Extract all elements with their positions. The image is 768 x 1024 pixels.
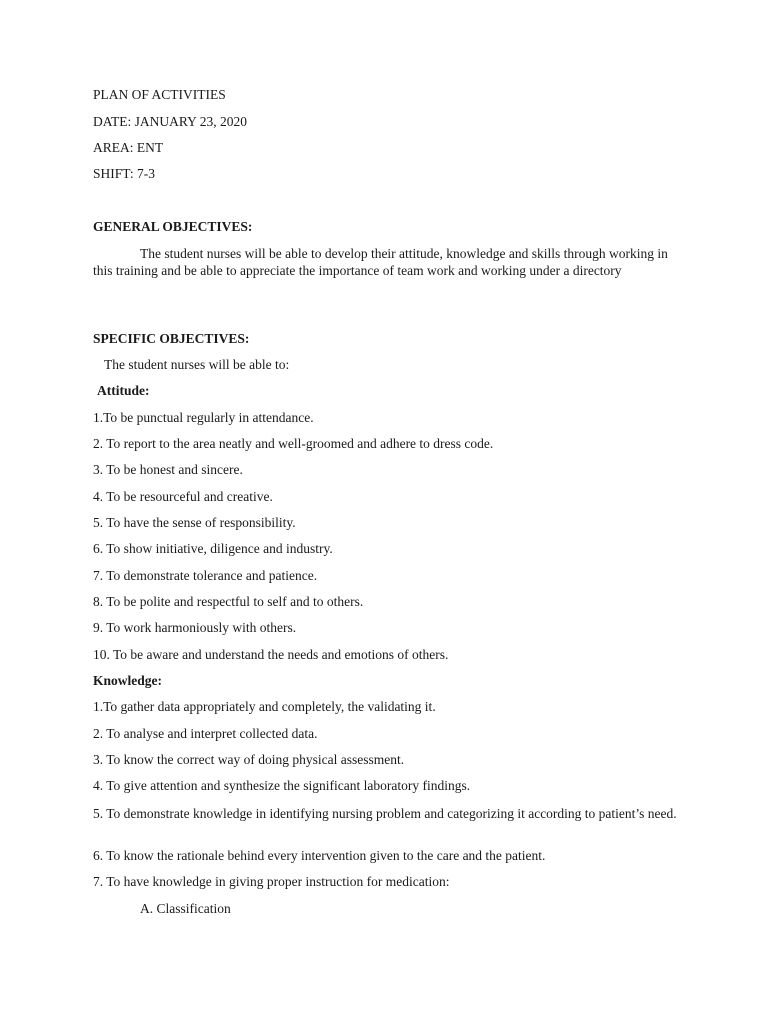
specific-objectives-heading: SPECIFIC OBJECTIVES: bbox=[93, 331, 250, 346]
attitude-item: 3. To be honest and sincere. bbox=[93, 462, 243, 477]
attitude-item: 10. To be aware and understand the needs and emotions of others. bbox=[93, 647, 449, 662]
attitude-item: 8. To be polite and respectful to self and to others. bbox=[93, 594, 364, 609]
plan-title: PLAN OF ACTIVITIES bbox=[93, 87, 226, 102]
date-line: DATE: JANUARY 23, 2020 bbox=[93, 114, 248, 129]
general-objectives-text: The student nurses will be able to develop their attitude, knowledge and skills through working in this training and be able to appreciate the importance of team work and working under a directory bbox=[93, 246, 668, 278]
attitude-item: 5. To have the sense of responsibility. bbox=[93, 515, 296, 530]
knowledge-item: 7. To have knowledge in giving proper instruction for medication: bbox=[93, 874, 450, 889]
knowledge-item: 2. To analyse and interpret collected data. bbox=[93, 726, 318, 741]
attitude-item: 2. To report to the area neatly and well-groomed and adhere to dress code. bbox=[93, 436, 494, 451]
knowledge-item: 5. To demonstrate knowledge in identifying nursing problem and categorizing it according to patient’s need. bbox=[93, 806, 677, 821]
attitude-item: 9. To work harmoniously with others. bbox=[93, 620, 297, 635]
knowledge-item: 3. To know the correct way of doing physical assessment. bbox=[93, 752, 405, 767]
attitude-item: 6. To show initiative, diligence and industry. bbox=[93, 541, 333, 556]
attitude-item: 7. To demonstrate tolerance and patience. bbox=[93, 568, 318, 583]
attitude-heading: Attitude: bbox=[97, 383, 150, 398]
shift-line: SHIFT: 7-3 bbox=[93, 166, 155, 181]
attitude-item: 4. To be resourceful and creative. bbox=[93, 489, 273, 504]
specific-intro: The student nurses will be able to: bbox=[104, 357, 290, 372]
knowledge-item: 4. To give attention and synthesize the significant laboratory findings. bbox=[93, 778, 471, 793]
knowledge-heading: Knowledge: bbox=[93, 673, 162, 688]
attitude-item: 1.To be punctual regularly in attendance. bbox=[93, 410, 314, 425]
sub-item-classification: A. Classification bbox=[140, 901, 231, 916]
general-objectives-heading: GENERAL OBJECTIVES: bbox=[93, 219, 253, 234]
knowledge-item: 1.To gather data appropriately and completely, the validating it. bbox=[93, 699, 436, 714]
area-line: AREA: ENT bbox=[93, 140, 164, 155]
knowledge-item: 6. To know the rationale behind every intervention given to the care and the patient. bbox=[93, 848, 546, 863]
